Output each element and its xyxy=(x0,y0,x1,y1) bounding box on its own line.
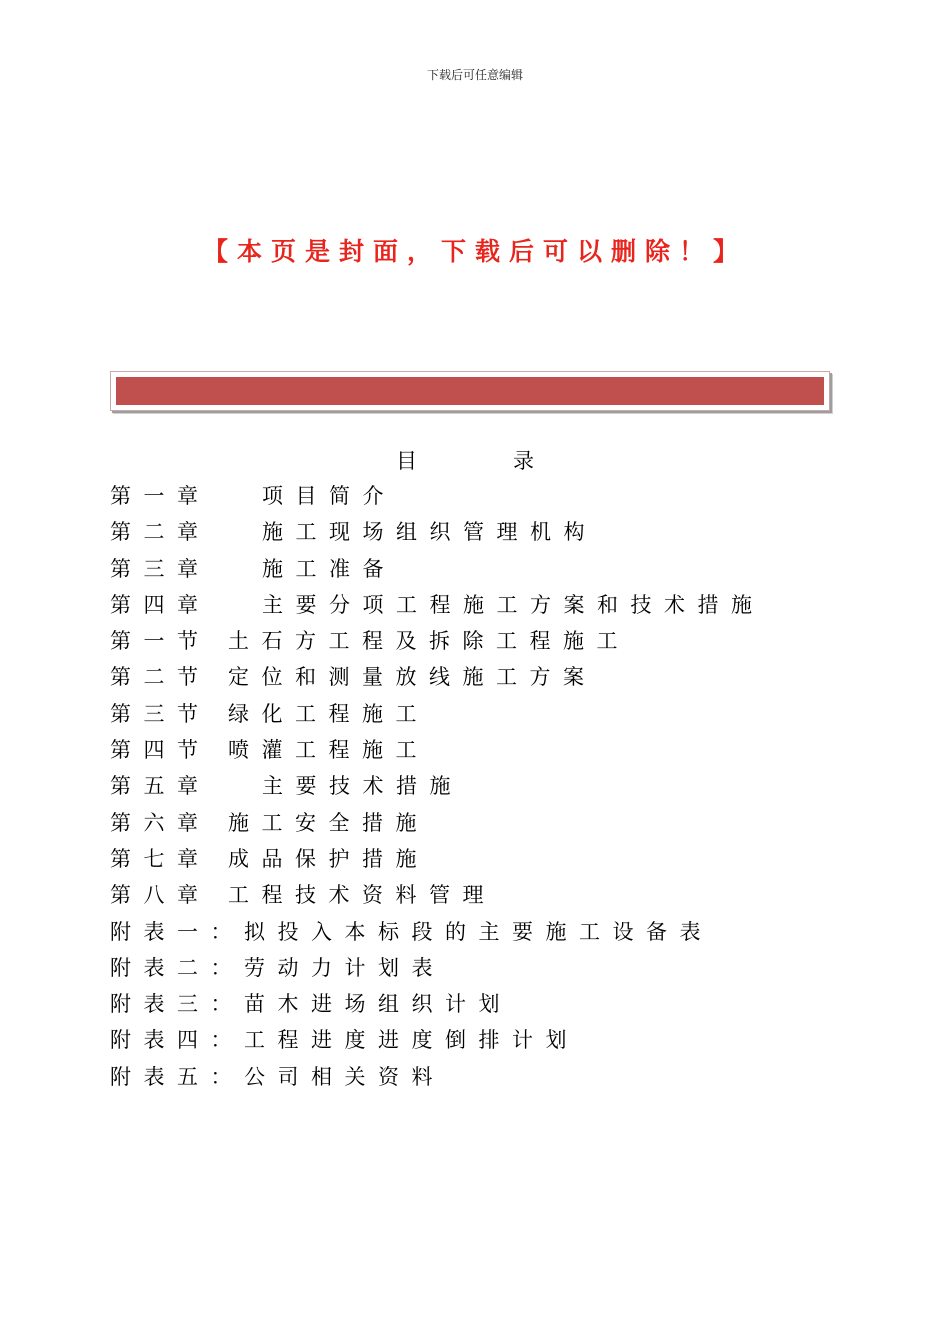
toc-entry-label: 附表四： xyxy=(110,1028,244,1053)
decorative-banner xyxy=(110,371,830,411)
toc-entry-label: 附表三： xyxy=(110,992,244,1017)
toc-entry-text: 工程技术资料管理 xyxy=(228,883,496,908)
toc-entry-label: 第六章 xyxy=(110,810,211,835)
toc-entry-label: 第二章 xyxy=(110,520,211,545)
cover-notice: 【本页是封面，下载后可以删除！】 xyxy=(202,237,747,266)
toc-entry-text: 土石方工程及拆除工程施工 xyxy=(228,629,630,654)
toc-entry-text: 拟投入本标段的主要施工设备表 xyxy=(244,919,713,944)
toc-entry-label: 附表二： xyxy=(110,955,244,980)
toc-entry-label: 第四章 xyxy=(110,592,211,617)
toc-entry-text: 定位和测量放线施工方案 xyxy=(228,665,597,690)
toc-title xyxy=(396,447,534,475)
toc-title-left: 目 xyxy=(396,449,417,473)
toc-entry-text: 工程进度进度倒排计划 xyxy=(244,1028,579,1053)
toc-entry-label: 第八章 xyxy=(110,883,211,908)
toc-entry-text: 喷灌工程施工 xyxy=(228,738,429,763)
toc-entry-label: 第七章 xyxy=(110,846,211,871)
toc-entry-label: 第一章 xyxy=(110,484,211,508)
toc-entry-text: 成品保护措施 xyxy=(228,846,429,871)
toc-entry-label: 第五章 xyxy=(110,774,211,799)
toc-entry-text: 施工准备 xyxy=(262,556,396,581)
toc-entry-text: 项目简介 xyxy=(262,484,396,508)
toc-entry-text: 施工安全措施 xyxy=(228,810,429,835)
toc-entry-text: 主要分项工程施工方案和技术措施 xyxy=(262,592,765,617)
toc-entry-label: 第一节 xyxy=(110,629,211,654)
toc-entry-label: 附表一： xyxy=(110,919,244,944)
toc-entry-label: 第三节 xyxy=(110,701,211,726)
page-header-note: 下载后可任意编辑 xyxy=(426,68,523,82)
toc-entry-text: 绿化工程施工 xyxy=(228,701,429,726)
toc-title-right: 录 xyxy=(513,449,534,473)
banner-fill xyxy=(116,377,824,405)
toc-entry-text: 主要技术措施 xyxy=(262,774,463,799)
toc-entry-label: 附表五： xyxy=(110,1064,244,1089)
toc-entry-text: 施工现场组织管理机构 xyxy=(262,520,597,545)
toc-entry-label: 第四节 xyxy=(110,738,211,763)
toc-entry-text: 苗木进场组织计划 xyxy=(244,992,512,1017)
toc-entry-text: 劳动力计划表 xyxy=(244,955,445,980)
toc-entry-label: 第二节 xyxy=(110,665,211,690)
toc-entry-label: 第三章 xyxy=(110,556,211,581)
toc-entry-text: 公司相关资料 xyxy=(244,1064,445,1089)
